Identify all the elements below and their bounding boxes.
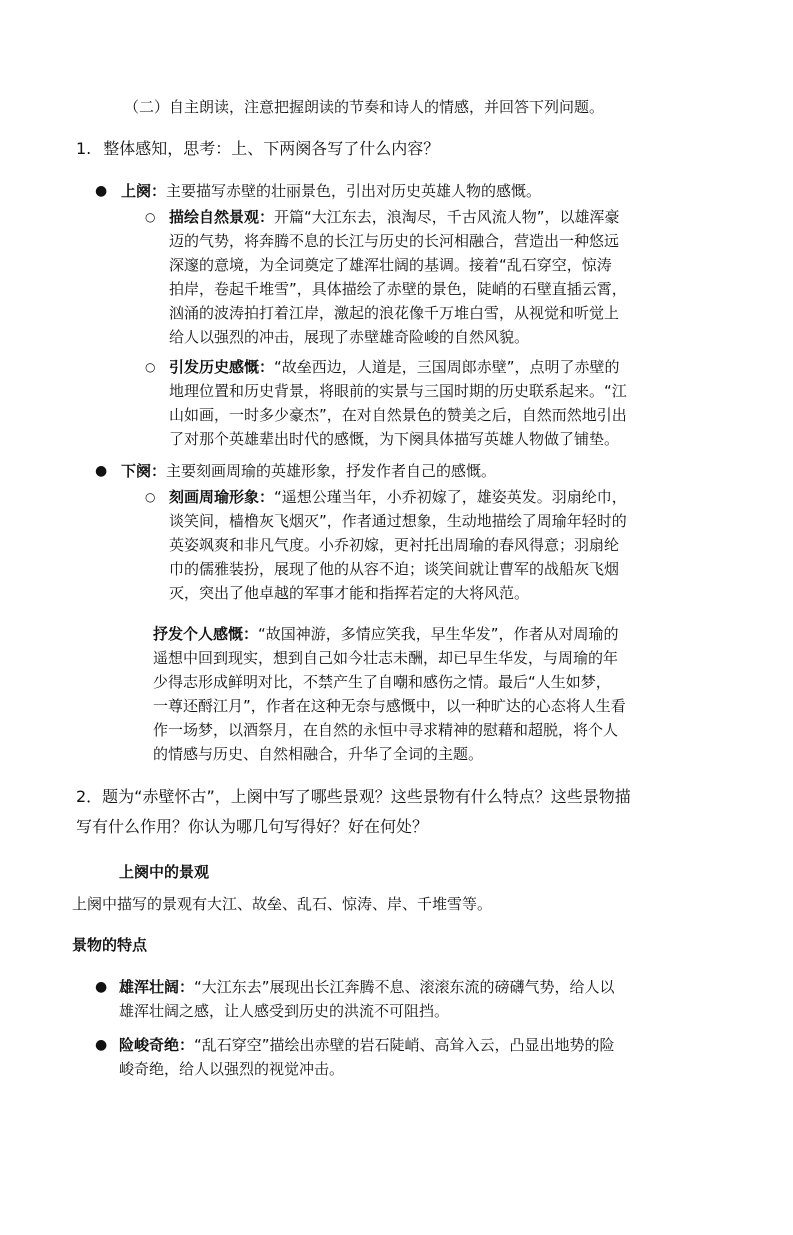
nature-scene-item: 描绘自然景观：开篇“大江东去，浪淘尽，千古风流人物”，以雄浑豪 迈的气势，将奔腾不息的长江与历史的长河相融合，营造出一种悠远 深邃的意境，为全词奠定了雄浑壮阔的基调。接着“乱石穿空，惊涛 拍岸，卷起千堆雪”，具体描绘了赤壁的景色，陡峭的石壁直插云霄， 汹涌的波涛拍打着江岸，激起的浪花像千万堆白雪，从视觉和听觉上 给人以强烈的冲击，展现了赤壁雄奇险峻的自然风貌。 <box>169 208 627 346</box>
intro-paragraph <box>124 95 604 119</box>
bullet-icon: ● <box>95 463 108 479</box>
scenery-heading-block <box>119 860 209 884</box>
lower-stanza-text: 主要刻画周瑜的英雄形象，抒发作者自己的感慨。 <box>166 462 497 480</box>
circle-bullet-icon: ○ <box>145 490 156 504</box>
circle-bullet-icon: ○ <box>145 210 156 224</box>
feature-label: 险峻奇绝： <box>119 1036 195 1054</box>
upper-stanza-text: 主要描写赤壁的壮丽景色，引出对历史英雄人物的感慨。 <box>166 182 542 200</box>
question-2: 2．题为“赤壁怀古”，上阕中写了哪些景观？这些景物有什么特点？这些景物描 写有什么作用？你认为哪几句写得好？好在何处？ <box>76 787 631 836</box>
personal-feeling-label: 抒发个人感慨： <box>153 625 259 643</box>
feature-item: 险峻奇绝：“乱石穿空”描绘出赤壁的岩石陡峭、高耸入云，凸显出地势的险 峻奇绝，给人以强烈的视觉冲击。 <box>119 1036 615 1078</box>
upper-stanza-label: 上阕： <box>121 182 167 200</box>
question-1-number: 1. <box>76 139 92 158</box>
bullet-icon: ● <box>95 183 108 199</box>
scenery-paragraph <box>72 892 492 916</box>
history-reflection-item: 引发历史感慨：“故垒西边，人道是，三国周郎赤壁”，点明了赤壁的 地理位置和历史背景，将眼前的实景与三国时期的历史联系起来。“江 山如画，一时多少豪杰”，在对自然景色的赞美之后，自然而然地引出 了对那个英雄辈出时代的感慨，为下阕具体描写英雄人物做了铺垫。 <box>169 358 627 448</box>
lower-stanza-label: 下阕： <box>121 462 167 480</box>
question-1 <box>76 137 439 161</box>
features-heading-block <box>72 933 147 957</box>
scenery-heading: 上阕中的景观 <box>119 863 210 881</box>
bullet-icon: ● <box>95 1037 108 1053</box>
zhouyu-portrait-item: 刻画周瑜形象：“遥想公瑾当年，小乔初嫁了，雄姿英发。羽扇纶巾， 谈笑间，樯橹灰飞烟灭”，作者通过想象，生动地描绘了周瑜年轻时的 英姿飒爽和非凡气度。小乔初嫁，更衬托出周瑜的春风得意；羽扇纶 巾的儒雅装扮，展现了他的从容不迫；谈笑间就让曹军的战船灰飞烟 灭，突出了他卓越的军事才能和指挥若定的大将风范。 <box>169 488 627 602</box>
upper-stanza-item <box>121 179 541 203</box>
lower-stanza-item <box>121 459 496 483</box>
intro-text: （二）自主朗读，注意把握朗读的节奏和诗人的情感，并回答下列问题。 <box>124 98 605 116</box>
nature-scene-label: 描绘自然景观： <box>169 208 275 226</box>
zhouyu-portrait-label: 刻画周瑜形象： <box>169 488 275 506</box>
personal-feeling-paragraph: 抒发个人感慨：“故国神游，多情应笑我，早生华发”，作者从对周瑜的 遥想中回到现实，想到自己如今壮志未酬，却已早生华发，与周瑜的年 少得志形成鲜明对比，不禁产生了自嘲和感伤之情。最后“人生如梦， 一尊还酹江月”，作者在这种无奈与感慨中，以一种旷达的心态将人生看 作一场梦，以酒祭月，在自然的永恒中寻求精神的慰藉和超脱，将个人 的情感与历史、自然相融合，升华了全词的主题。 <box>153 625 626 763</box>
scenery-text: 上阕中描写的景观有大江、故垒、乱石、惊涛、岸、千堆雪等。 <box>72 895 493 913</box>
bullet-icon: ● <box>95 979 108 995</box>
feature-item: 雄浑壮阔：“大江东去”展现出长江奔腾不息、滚滚东流的磅礴气势，给人以 雄浑壮阔之感，让人感受到历史的洪流不可阻挡。 <box>119 978 615 1020</box>
feature-label: 雄浑壮阔： <box>119 978 195 996</box>
features-heading: 景物的特点 <box>72 936 148 954</box>
circle-bullet-icon: ○ <box>145 360 156 374</box>
question-1-text: 整体感知，思考：上、下两阕各写了什么内容？ <box>103 139 440 158</box>
history-reflection-label: 引发历史感慨： <box>169 358 275 376</box>
